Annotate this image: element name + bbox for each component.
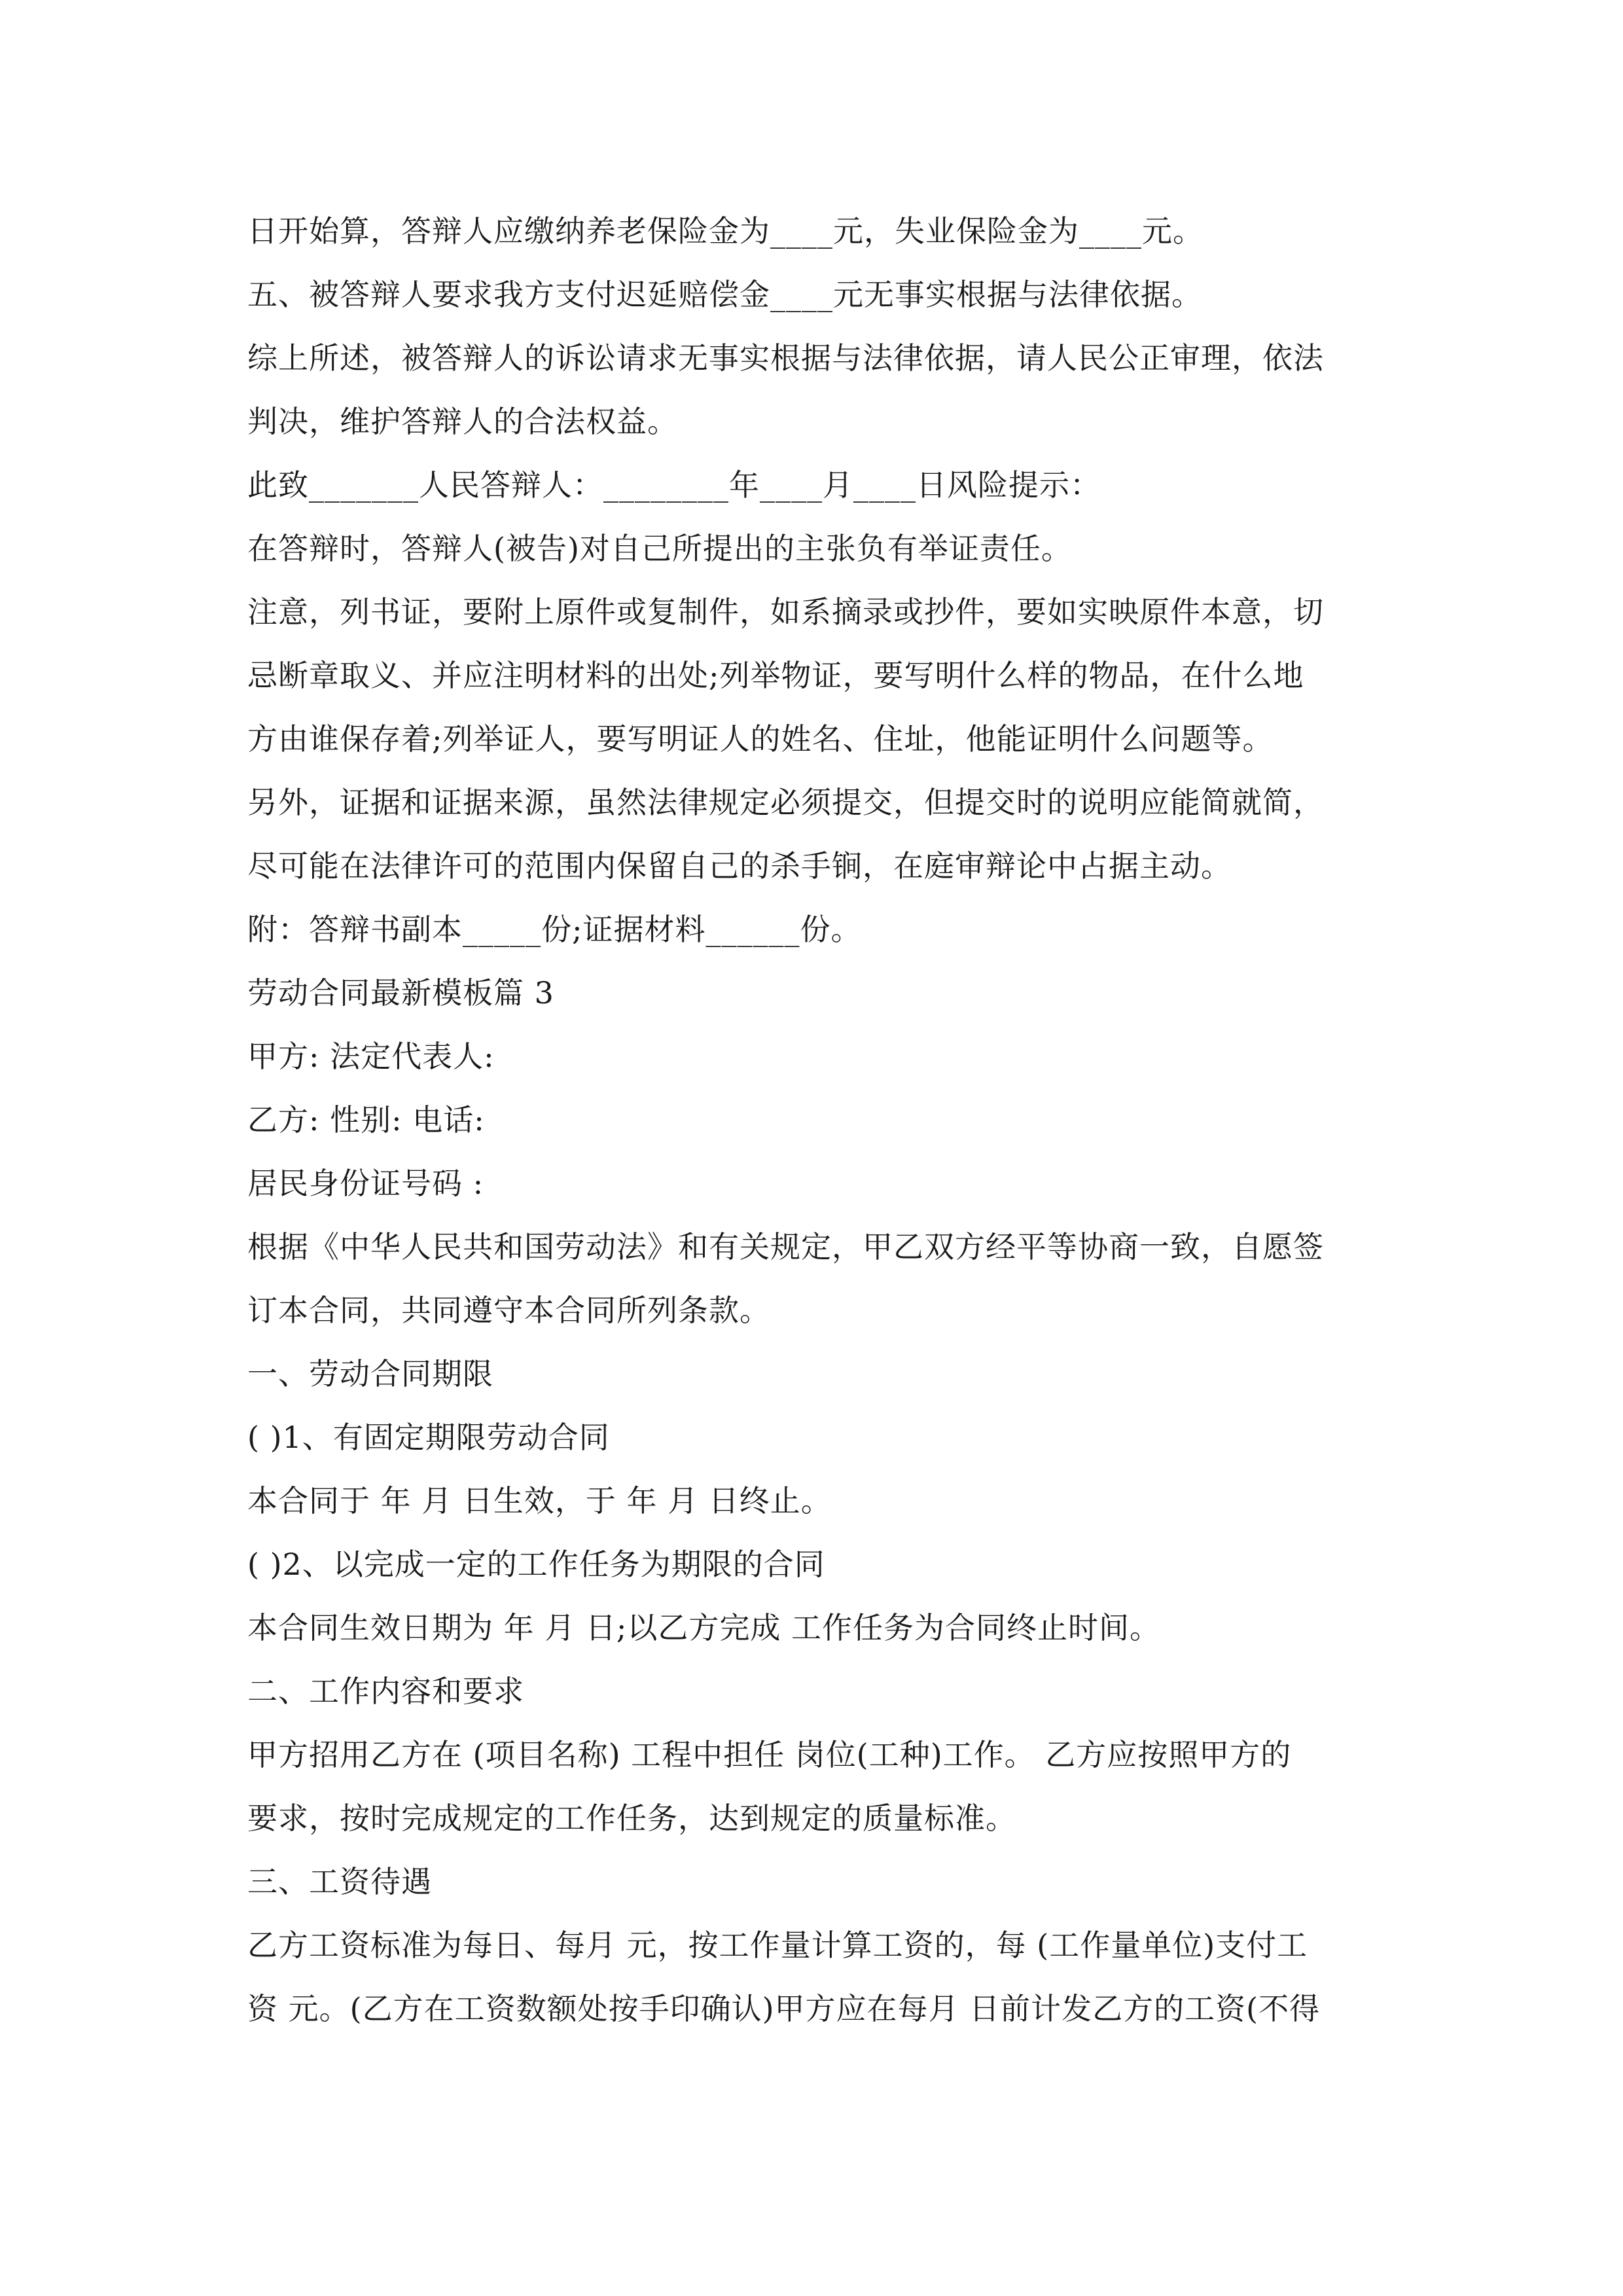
text-line: 本合同于 年 月 日生效，于 年 月 日终止。 bbox=[247, 1483, 832, 1518]
text-line: 甲方招用乙方在 (项目名称) 工程中担任 岗位(工种)工作。 乙方应按照甲方的 bbox=[247, 1737, 1292, 1772]
text-line: 综上所述，被答辩人的诉讼请求无事实根据与法律依据，请人民公正审理，依法 bbox=[247, 340, 1324, 376]
text-line: 根据《中华人民共和国劳动法》和有关规定，甲乙双方经平等协商一致，自愿签 bbox=[247, 1229, 1324, 1265]
text-line: ( )2、以完成一定的工作任务为期限的合同 bbox=[247, 1547, 825, 1582]
text-line: 乙方: 性别: 电话: bbox=[247, 1102, 485, 1138]
text-line: 判决，维护答辩人的合法权益。 bbox=[247, 404, 678, 439]
text-line: 日开始算，答辩人应缴纳养老保险金为____元，失业保险金为____元。 bbox=[247, 213, 1204, 249]
text-line: 方由谁保存着;列举证人，要写明证人的姓名、住址，他能证明什么问题等。 bbox=[247, 721, 1274, 757]
text-line: 居民身份证号码 : bbox=[247, 1166, 484, 1201]
text-line: 此致_______人民答辩人：________年____月____日风险提示： bbox=[247, 467, 1101, 503]
text-line: 订本合同，共同遵守本合同所列条款。 bbox=[247, 1293, 770, 1328]
text-line: 忌断章取义、并应注明材料的出处;列举物证，要写明什么样的物品，在什么地 bbox=[247, 658, 1304, 693]
section-title: 劳动合同最新模板篇 3 bbox=[247, 975, 554, 1011]
text-line: 附：答辩书副本_____份;证据材料______份。 bbox=[247, 912, 862, 947]
text-line: 资 元。(乙方在工资数额处按手印确认)甲方应在每月 日前计发乙方的工资(不得 bbox=[247, 1991, 1321, 2026]
text-line: 另外，证据和证据来源，虽然法律规定必须提交，但提交时的说明应能简就简， bbox=[247, 785, 1324, 820]
text-line: 本合同生效日期为 年 月 日;以乙方完成 工作任务为合同终止时间。 bbox=[247, 1610, 1160, 1645]
text-line: 五、被答辩人要求我方支付迟延赔偿金____元无事实根据与法律依据。 bbox=[247, 277, 1202, 312]
text-line: 注意，列书证，要附上原件或复制件，如系摘录或抄件，要如实映原件本意，切 bbox=[247, 594, 1324, 630]
text-line: 要求，按时完成规定的工作任务，达到规定的质量标准。 bbox=[247, 1801, 1016, 1836]
text-line: 在答辩时，答辩人(被告)对自己所提出的主张负有举证责任。 bbox=[247, 531, 1072, 566]
text-line: 尽可能在法律许可的范围内保留自己的杀手锏，在庭审辩论中占据主动。 bbox=[247, 848, 1232, 884]
section-heading: 二、工作内容和要求 bbox=[247, 1674, 524, 1709]
section-heading: 一、劳动合同期限 bbox=[247, 1356, 493, 1391]
text-line: ( )1、有固定期限劳动合同 bbox=[247, 1420, 610, 1455]
text-line: 乙方工资标准为每日、每月 元，按工作量计算工资的，每 (工作量单位)支付工 bbox=[247, 1928, 1308, 1963]
text-line: 甲方: 法定代表人: bbox=[247, 1039, 495, 1074]
section-heading: 三、工资待遇 bbox=[247, 1864, 432, 1899]
document-body bbox=[247, 200, 1380, 2041]
